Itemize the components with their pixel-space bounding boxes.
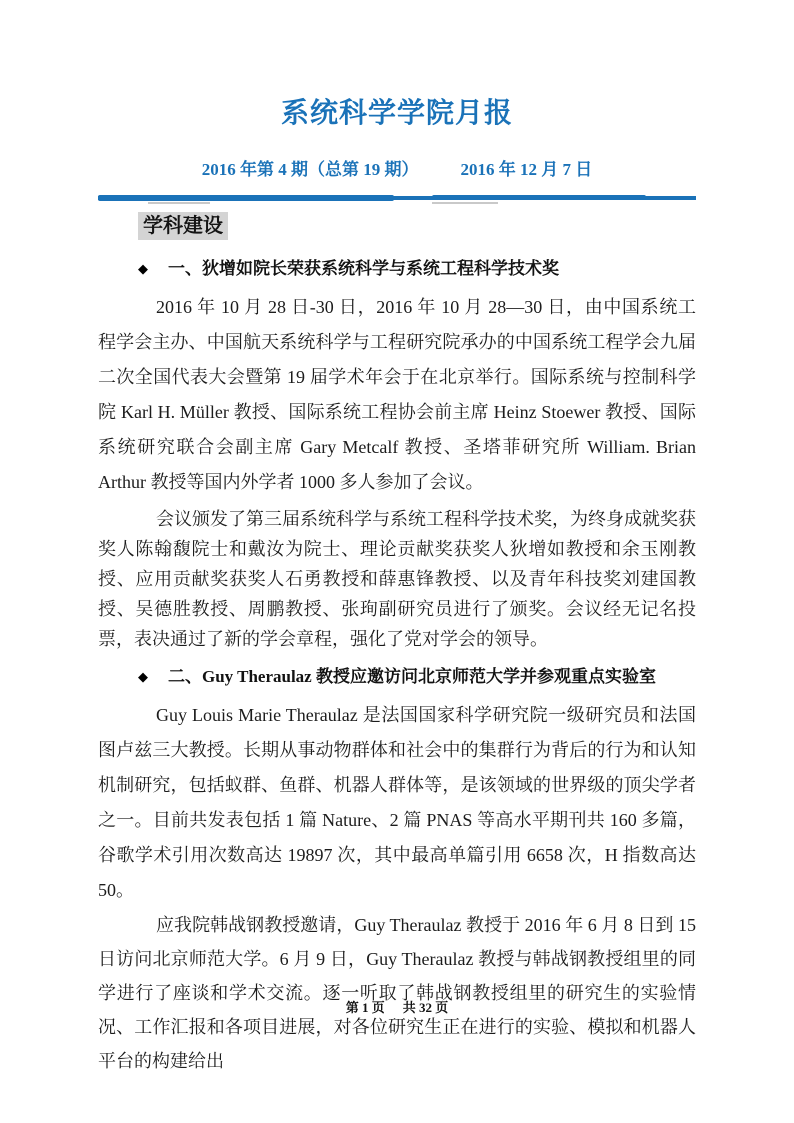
diamond-bullet-icon: ◆ [138,669,148,684]
diamond-bullet-icon: ◆ [138,261,148,276]
article-1-paragraph-2: 会议颁发了第三届系统科学与系统工程科学技术奖，为终身成就奖获奖人陈翰馥院士和戴汝为院士、理论贡献奖获奖人狄增如教授和余玉刚教授、应用贡献奖获奖人石勇教授和薛惠锋教授、以及青年科技奖刘建国教授、吴德胜教授、周鹏教授、张珣副研究员进行了颁奖。会议经无记名投票，表决通过了新的学会章程，强化了党对学会的领导。 [98,509,696,649]
divider-shadow-left [148,202,210,204]
footer-total-pages: 共 32 页 [402,1000,449,1015]
article-2-heading [138,664,696,690]
header-divider [98,195,696,204]
section-label: 学科建设 [138,212,228,240]
article-1 [98,256,696,654]
article-2-paragraph-2: 应我院韩战钢教授邀请，Guy Theraulaz 教授于 2016 年 6 月 8 日到 15 日访问北京师范大学。6 月 9 日，Guy Theraulaz 教授与韩战钢教授组里的同学进行了座谈和学术交流。逐一听取了韩战钢教授组里的研究生的实验情况、工作汇报和各项目进展，对各位研究生正在进行的实验、模拟和机器人平台的构建给出 [98,915,696,1071]
issue-date: 2016 年 12 月 7 日 [460,160,593,179]
article-2-heading-text: 二、Guy Theraulaz 教授应邀访问北京师范大学并参观重点实验室 [168,667,656,686]
footer-current-page: 第 1 页 [345,1000,385,1015]
page-footer [0,998,794,1018]
issue-line [0,158,794,182]
section-label-row [98,212,696,240]
divider-stroke-mid [432,195,646,200]
document-title: 系统科学学院月报 [280,98,513,129]
divider-stroke-left [98,195,394,201]
article-1-heading-text: 一、狄增如院长荣获系统科学与系统工程科学技术奖 [168,259,559,278]
article-2-paragraph-1: Guy Louis Marie Theraulaz 是法国国家科学研究院一级研究员和法国图卢兹三大教授。长期从事动物群体和社会中的集群行为背后的行为和认知机制研究，包括蚁群、鱼群、机器人群体等，是该领域的世界级的顶尖学者之一。目前共发表包括 1 篇 Nature、2 篇 PNAS 等高水平期刊共 160 多篇，谷歌学术引用次数高达 19897 次，其中最高单篇引用 6658 次，H 指数高达 50。 [98,705,696,900]
issue-number: 2016 年第 4 期（总第 19 期） [201,160,419,179]
article-1-paragraph-1: 2016 年 10 月 28 日-30 日，2016 年 10 月 28—30 日，由中国系统工程学会主办、中国航天系统科学与工程研究院承办的中国系统工程学会九届二次全国代表大会暨第 19 届学术年会于在北京举行。国际系统与控制科学院 Karl H. Müller 教授、国际系统工程协会前主席 Heinz Stoewer 教授、国际系统研究联合会副主席 Gary Metcalf 教授、圣塔菲研究所 William. Brian Arthur 教授等国内外学者 1000 多人参加了会议。 [98,297,696,492]
divider-shadow-mid [432,202,498,204]
article-1-heading [138,256,696,282]
